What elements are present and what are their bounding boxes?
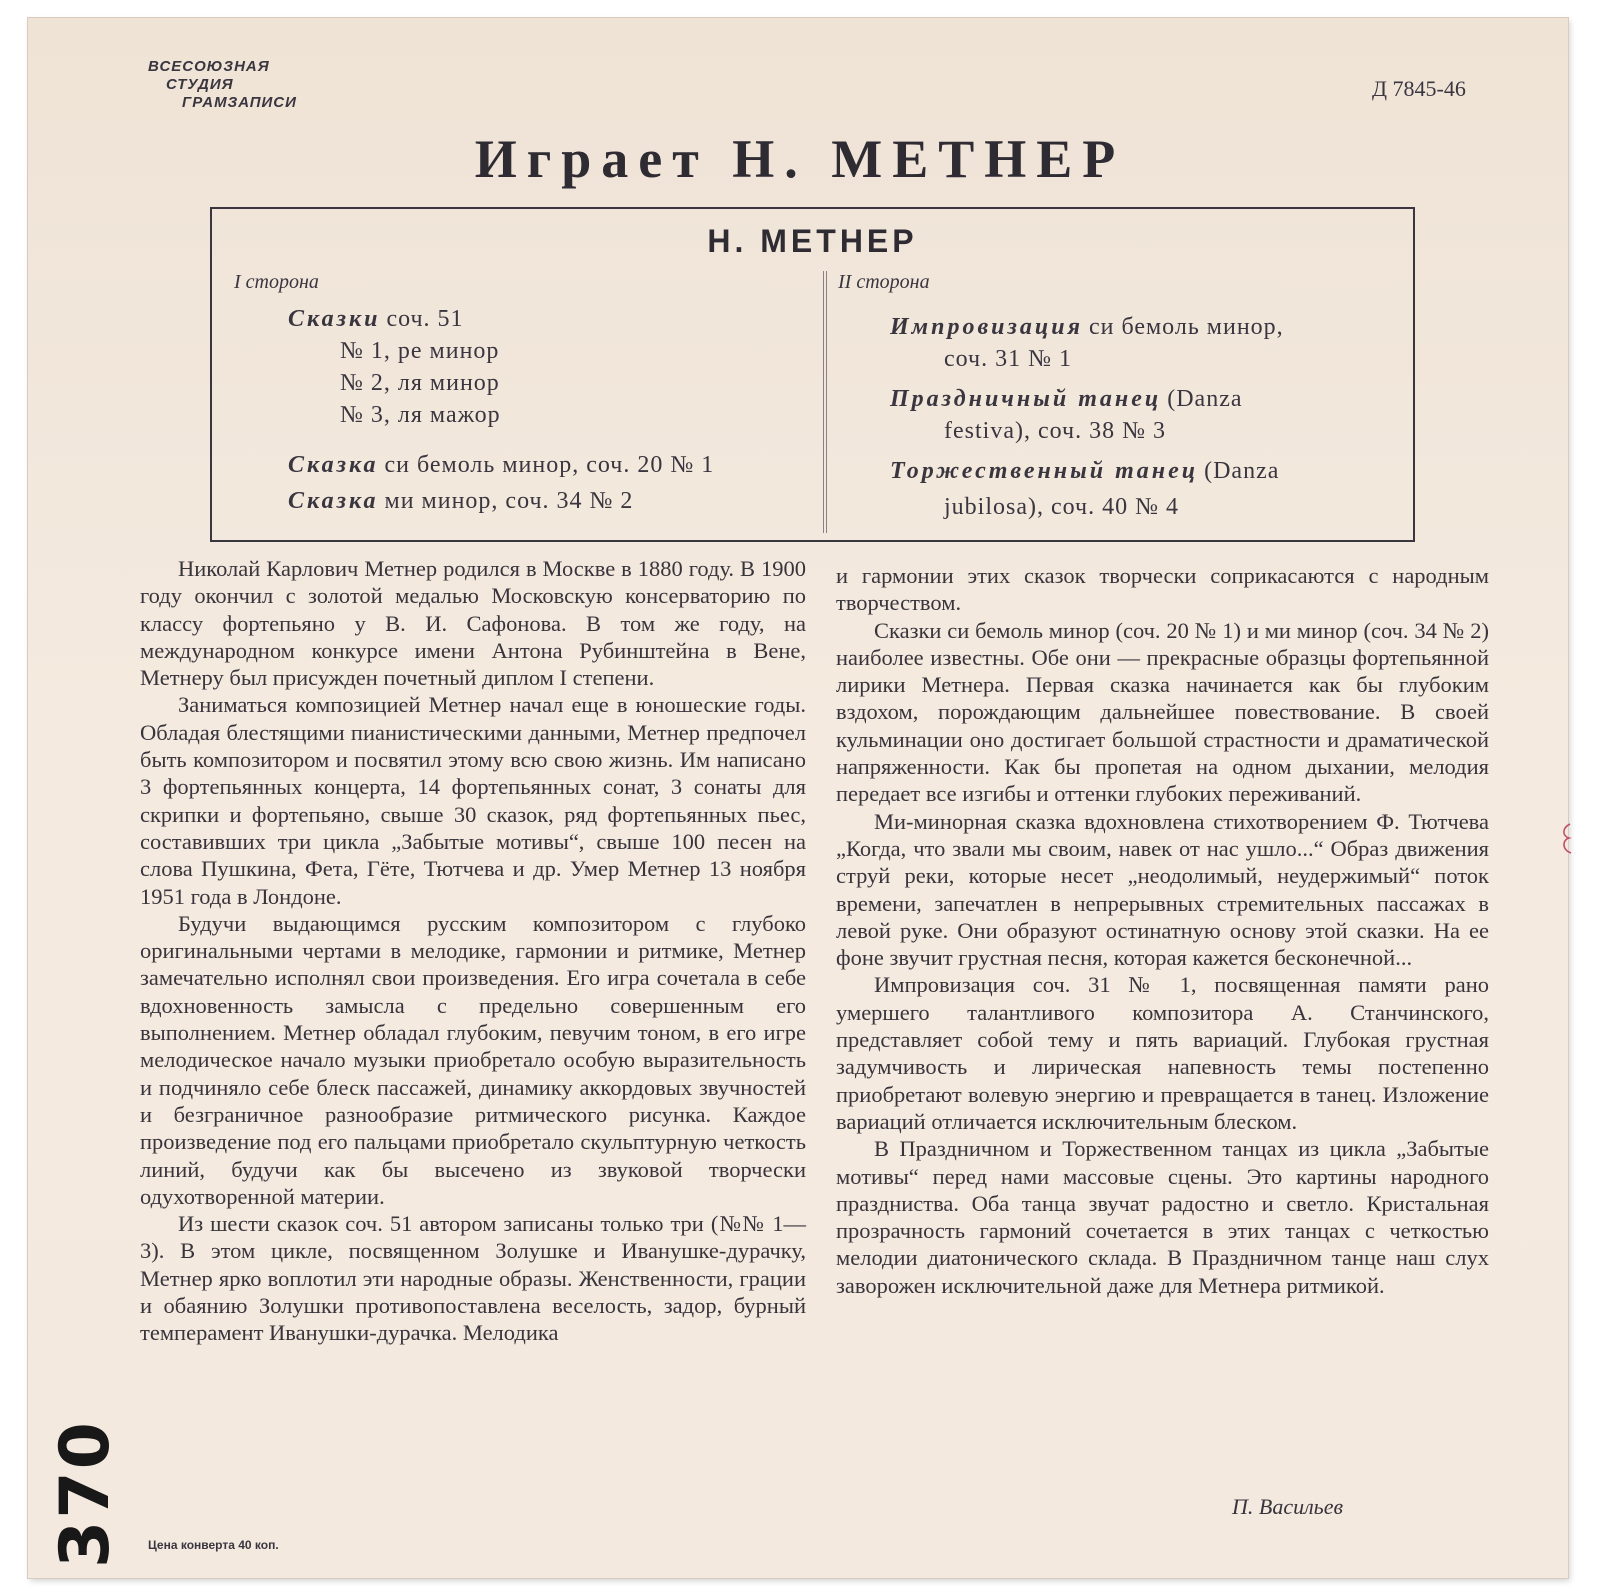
paragraph: Будучи выдающимся русским композитором с глубоко оригинальными чертами в мелодике, гармонии и ритмике, Метнер замечательно исполнял свои произведения. Его игра сочетала в себе вдохновенность замысла с предельно совершенным его выполнением. Метнер обладал глубоким, певучим тоном, в его игре мелодическое начало музыки приобретало особую выразительность и подчиняло себе блеск пассажей, динамику аккордовых звучностей и безграничное разнообразие ритмического рисунка. Каждое произведение под его пальцами приобретало скульптурную четкость линий, будучи как бы высечено из звуковой творчески одухотворенной материи. xyxy=(140,910,806,1209)
side-1-work: № 2, ля минор xyxy=(340,370,500,396)
paragraph: Импровизация соч. 31 № 1, посвященная памяти рано умершего талантливого композитора А. Станчинского, представляет собой тему и пять вариаций. Глубокая грустная задумчивость и лирическая напевность темы постепенно приобретают волевую энергию и превращается в танец. Изложение вариаций отличается исключительным блеском. xyxy=(836,972,1489,1134)
side-2-work: jubilosa), соч. 40 № 4 xyxy=(944,494,1179,520)
paragraph: Николай Карлович Метнер родился в Москве в 1880 году. В 1900 году окончил с золотой медалью Московскую консерваторию по классу фортепьяно у В. И. Сафонова. В том же году, на международном конкурсе имени Антона Рубинштейна в Вене, Метнеру был присужден почетный диплом I степени. xyxy=(140,556,806,691)
side-2-work: Торжественный танец (Danza xyxy=(890,458,1280,484)
side-1-work: № 1, ре минор xyxy=(340,338,500,364)
side-divider xyxy=(823,271,827,533)
side-2-work: соч. 31 № 1 xyxy=(944,346,1072,372)
studio-line-2: СТУДИЯ xyxy=(166,76,234,93)
side-1-work: Сказки соч. 51 xyxy=(288,306,464,332)
paragraph: Сказки си бемоль минор (соч. 20 № 1) и ми минор (соч. 34 № 2) наиболее известны. Обе они — прекрасные образцы фортепьянной лирики Метнера. Первая сказка начинается как бы глубоким вздохом, порождающим дальнейшее повествование. В своей кульминации оно достигает большой страстности и драматической напряженности. Как бы пропетая на одном дыхании, мелодия передает все изгибы и оттенки глубоких переживаний. xyxy=(836,617,1489,807)
tracklist-box xyxy=(210,207,1415,542)
handwritten-number: 370 xyxy=(46,1420,125,1568)
pen-mark-icon xyxy=(1560,822,1574,856)
paragraph: В Праздничном и Торжественном танцах из цикла „Забытые мотивы“ перед нами массовые сцены. Это картины народного праздниства. Оба танца звучат радостно и светло. Кристальная прозрачность гармоний сочетается в этих танцах с четкостью мелодии диатонического склада. В Праздничном танце наш слух заворожен исключительной даже для Метнера ритмикой. xyxy=(836,1136,1489,1298)
studio-label xyxy=(148,58,348,112)
side-1-work: Сказка си бемоль минор, соч. 20 № 1 xyxy=(288,452,715,478)
side-1-work: № 3, ля мажор xyxy=(340,402,501,428)
side-1-work: Сказка ми минор, соч. 34 № 2 xyxy=(288,488,634,514)
side-2-work: Праздничный танец (Danza xyxy=(890,386,1243,412)
side-2-work: Импровизация си бемоль минор, xyxy=(890,314,1284,340)
side-2-label: II сторона xyxy=(838,271,930,293)
liner-notes-right-column xyxy=(836,562,1489,1299)
side-2-work: festiva), соч. 38 № 3 xyxy=(944,418,1166,444)
liner-notes-left-column xyxy=(140,555,806,1347)
studio-line-3: ГРАМЗАПИСИ xyxy=(182,94,297,111)
composer-heading: Н. МЕТНЕР xyxy=(707,223,918,259)
paragraph: Ми-минорная сказка вдохновлена стихотворением Ф. Тютчева „Когда, что звали мы своим, навек от нас ушло...“ Образ движения струй реки, которые несет „неодолимый, неудержимый“ поток времени, запечатлен в непрерывных стремительных пассажах в левой руке. Они образуют остинатную основу этой сказки. На ее фоне звучит грустная песня, которая кажется бесконечной... xyxy=(836,808,1489,971)
paragraph: Из шести сказок соч. 51 автором записаны только три (№№ 1—3). В этом цикле, посвященном Золушке и Иванушке-дурачку, Метнер ярко воплотил эти народные образы. Женственности, грации и обаянию Золушки противопоставлена веселость, задор, бурный темперамент Иванушки-дурачка. Мелодика xyxy=(140,1211,806,1346)
album-title: Играет Н. МЕТНЕР xyxy=(474,129,1126,189)
author-signature: П. Васильев xyxy=(1232,1494,1344,1519)
studio-line-1: ВСЕСОЮЗНАЯ xyxy=(148,58,270,75)
catalog-number: Д 7845-46 xyxy=(1372,76,1466,101)
price-label: Цена конверта 40 коп. xyxy=(148,1538,279,1552)
paragraph: Заниматься композицией Метнер начал еще в юношеские годы. Обладая блестящими пианистическими данными, Метнер предпочел быть композитором и посвятил этому всю свою жизнь. Им написано 3 фортепьянных концерта, 14 фортепьянных сонат, 3 сонаты для скрипки и фортепьяно, свыше 30 сказок, ряд фортепьянных пьес, составивших три цикла „Забытые мотивы“, свыше 100 песен на слова Пушкина, Фета, Гёте, Тютчева и др. Умер Метнер 13 ноября 1951 года в Лондоне. xyxy=(140,692,806,909)
side-1-label: I сторона xyxy=(234,271,319,293)
paragraph: и гармонии этих сказок творчески соприкасаются с народным творчеством. xyxy=(836,563,1489,616)
